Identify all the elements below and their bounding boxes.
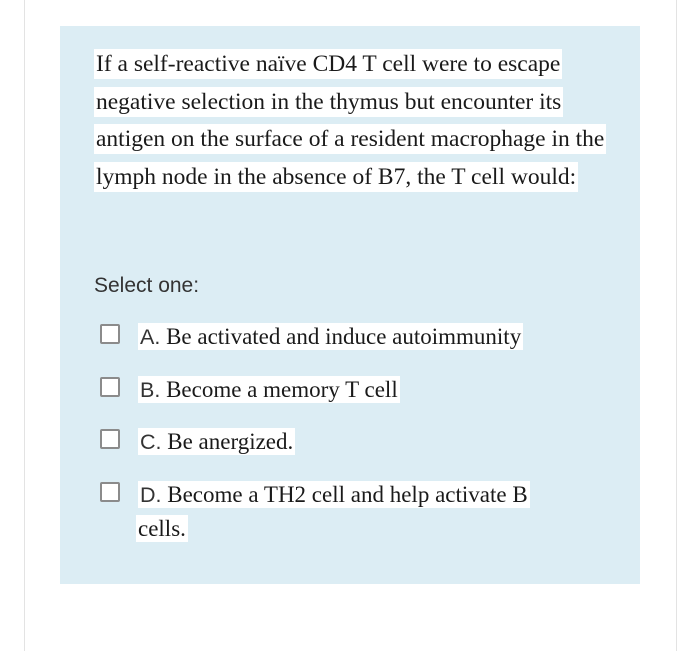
checkbox-d[interactable] bbox=[100, 482, 120, 502]
question-text bbox=[94, 46, 624, 196]
option-d-answer: Become a TH2 cell and help activate B bbox=[167, 482, 528, 507]
option-c-text[interactable] bbox=[138, 423, 618, 461]
option-b-text[interactable] bbox=[138, 371, 618, 409]
option-d-continuation-text: cells. bbox=[138, 516, 186, 541]
option-d-continuation[interactable] bbox=[136, 516, 188, 542]
question-text-content: If a self-reactive naïve CD4 T cell were to escape negative selection in the thymus but encounter its antigen on the surface of a resident macrophage in the lymph node in the absence of B7, the T cell would: bbox=[96, 51, 605, 190]
option-c-letter: C. bbox=[140, 430, 162, 454]
checkbox-c[interactable] bbox=[100, 429, 120, 449]
option-a-letter: A. bbox=[140, 325, 161, 349]
question-card bbox=[60, 26, 640, 584]
option-a-text[interactable] bbox=[138, 318, 618, 356]
checkbox-a[interactable] bbox=[100, 324, 120, 344]
option-a-answer: Be activated and induce autoimmunity bbox=[166, 324, 522, 349]
option-b-answer: Become a memory T cell bbox=[166, 377, 398, 402]
checkbox-b[interactable] bbox=[100, 377, 120, 397]
option-d-letter: D. bbox=[140, 483, 162, 507]
option-c-answer: Be anergized. bbox=[167, 429, 294, 454]
option-d-text[interactable] bbox=[138, 476, 580, 514]
select-one-prompt: Select one: bbox=[94, 274, 200, 297]
left-border-line bbox=[24, 0, 25, 651]
option-b-letter: B. bbox=[140, 378, 161, 402]
right-border-line bbox=[676, 0, 677, 651]
